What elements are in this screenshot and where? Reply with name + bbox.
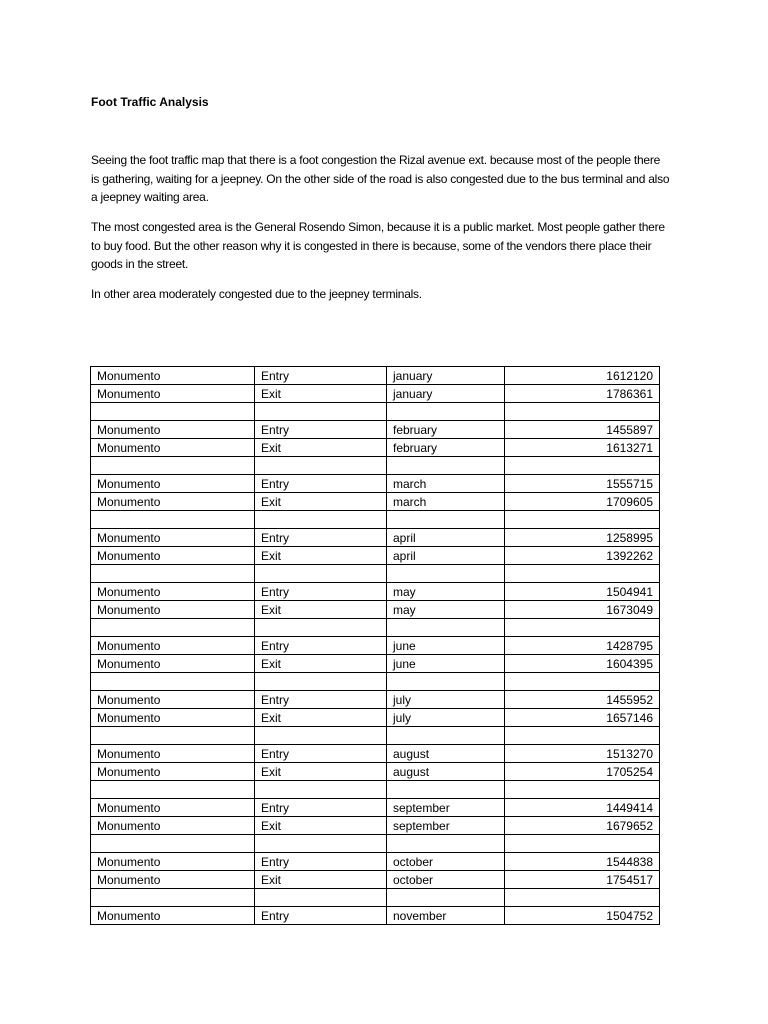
table-cell-station: Monumento xyxy=(91,493,255,511)
table-cell-station: Monumento xyxy=(91,583,255,601)
table-cell-direction: Entry xyxy=(255,529,387,547)
table-row xyxy=(91,547,660,565)
table-cell-count: 1544838 xyxy=(505,853,660,871)
table-cell-month: august xyxy=(387,763,505,781)
foot-traffic-table xyxy=(90,366,660,925)
table-row xyxy=(91,367,660,385)
table-cell-month: may xyxy=(387,601,505,619)
document-title: Foot Traffic Analysis xyxy=(91,95,209,109)
table-cell-station: Monumento xyxy=(91,763,255,781)
table-cell-station: Monumento xyxy=(91,637,255,655)
table-cell-count: 1679652 xyxy=(505,817,660,835)
table-cell-station: Monumento xyxy=(91,745,255,763)
table-spacer-row xyxy=(91,835,660,853)
table-row xyxy=(91,421,660,439)
table-cell-station: Monumento xyxy=(91,547,255,565)
table-cell-empty xyxy=(505,673,660,691)
paragraph-rizal-avenue xyxy=(91,151,671,207)
table-cell-month: july xyxy=(387,709,505,727)
table-cell-empty xyxy=(91,835,255,853)
table-cell-empty xyxy=(505,403,660,421)
table-cell-count: 1786361 xyxy=(505,385,660,403)
table-cell-month: january xyxy=(387,385,505,403)
table-cell-empty xyxy=(91,889,255,907)
table-cell-station: Monumento xyxy=(91,871,255,889)
table-cell-empty xyxy=(387,835,505,853)
table-cell-station: Monumento xyxy=(91,385,255,403)
table-cell-month: january xyxy=(387,367,505,385)
table-cell-count: 1709605 xyxy=(505,493,660,511)
table-cell-direction: Entry xyxy=(255,907,387,925)
table-spacer-row xyxy=(91,511,660,529)
table-cell-count: 1613271 xyxy=(505,439,660,457)
table-cell-direction: Entry xyxy=(255,367,387,385)
table-cell-station: Monumento xyxy=(91,367,255,385)
table-cell-direction: Exit xyxy=(255,709,387,727)
table-cell-empty xyxy=(255,403,387,421)
table-cell-direction: Entry xyxy=(255,637,387,655)
table-cell-month: august xyxy=(387,745,505,763)
table-cell-station: Monumento xyxy=(91,691,255,709)
table-row xyxy=(91,691,660,709)
table-cell-count: 1673049 xyxy=(505,601,660,619)
foot-traffic-table-body xyxy=(91,367,660,925)
table-cell-direction: Exit xyxy=(255,601,387,619)
table-cell-empty xyxy=(387,565,505,583)
table-cell-empty xyxy=(255,727,387,745)
table-cell-month: may xyxy=(387,583,505,601)
table-cell-count: 1455952 xyxy=(505,691,660,709)
table-cell-direction: Exit xyxy=(255,655,387,673)
table-row xyxy=(91,799,660,817)
table-spacer-row xyxy=(91,727,660,745)
table-row xyxy=(91,529,660,547)
table-row xyxy=(91,907,660,925)
table-row xyxy=(91,655,660,673)
table-cell-count: 1754517 xyxy=(505,871,660,889)
table-cell-station: Monumento xyxy=(91,907,255,925)
table-cell-empty xyxy=(387,727,505,745)
table-cell-direction: Entry xyxy=(255,745,387,763)
table-row xyxy=(91,709,660,727)
table-row xyxy=(91,763,660,781)
table-cell-empty xyxy=(91,511,255,529)
table-cell-empty xyxy=(255,673,387,691)
table-cell-count: 1449414 xyxy=(505,799,660,817)
table-cell-empty xyxy=(505,565,660,583)
table-cell-empty xyxy=(91,403,255,421)
table-spacer-row xyxy=(91,889,660,907)
table-cell-station: Monumento xyxy=(91,853,255,871)
table-cell-count: 1392262 xyxy=(505,547,660,565)
table-cell-empty xyxy=(505,727,660,745)
paragraph-text: In other area moderately congested due to the jeepney terminals. xyxy=(91,287,422,301)
table-cell-station: Monumento xyxy=(91,709,255,727)
table-cell-month: february xyxy=(387,421,505,439)
table-cell-direction: Entry xyxy=(255,853,387,871)
table-cell-month: march xyxy=(387,475,505,493)
table-cell-station: Monumento xyxy=(91,529,255,547)
table-cell-count: 1504752 xyxy=(505,907,660,925)
paragraph-text: Seeing the foot traffic map that there is a foot congestion the Rizal avenue ext. because most of the people there is gathering, waiting for a jeepney. On the other side of the road is also congested due to the bus terminal and also a jeepney waiting area. xyxy=(91,153,670,204)
table-cell-month: july xyxy=(387,691,505,709)
table-cell-direction: Entry xyxy=(255,421,387,439)
table-cell-count: 1604395 xyxy=(505,655,660,673)
table-row xyxy=(91,871,660,889)
table-cell-empty xyxy=(505,511,660,529)
paragraph-text: The most congested area is the General Rosendo Simon, because it is a public market. Most people gather there to buy food. But the other reason why it is congested in there is because, some of the vendors there place their goods in the street. xyxy=(91,220,665,271)
table-cell-direction: Entry xyxy=(255,691,387,709)
table-cell-empty xyxy=(255,457,387,475)
table-cell-station: Monumento xyxy=(91,439,255,457)
table-cell-month: september xyxy=(387,799,505,817)
table-cell-count: 1705254 xyxy=(505,763,660,781)
table-spacer-row xyxy=(91,673,660,691)
table-cell-count: 1428795 xyxy=(505,637,660,655)
table-cell-empty xyxy=(387,403,505,421)
table-cell-direction: Exit xyxy=(255,547,387,565)
table-cell-station: Monumento xyxy=(91,799,255,817)
table-cell-empty xyxy=(505,781,660,799)
table-cell-empty xyxy=(387,511,505,529)
table-cell-empty xyxy=(255,889,387,907)
table-cell-month: october xyxy=(387,871,505,889)
table-cell-count: 1555715 xyxy=(505,475,660,493)
table-cell-empty xyxy=(387,457,505,475)
table-cell-direction: Exit xyxy=(255,763,387,781)
table-row xyxy=(91,475,660,493)
table-cell-empty xyxy=(505,889,660,907)
table-cell-empty xyxy=(91,673,255,691)
table-cell-count: 1455897 xyxy=(505,421,660,439)
table-cell-station: Monumento xyxy=(91,421,255,439)
table-cell-direction: Exit xyxy=(255,817,387,835)
table-cell-month: october xyxy=(387,853,505,871)
table-cell-empty xyxy=(255,781,387,799)
table-cell-direction: Entry xyxy=(255,583,387,601)
table-cell-month: june xyxy=(387,637,505,655)
table-cell-direction: Exit xyxy=(255,871,387,889)
table-cell-station: Monumento xyxy=(91,601,255,619)
table-cell-direction: Entry xyxy=(255,475,387,493)
table-row xyxy=(91,637,660,655)
table-cell-direction: Exit xyxy=(255,493,387,511)
table-cell-empty xyxy=(505,835,660,853)
table-cell-empty xyxy=(255,511,387,529)
table-row xyxy=(91,853,660,871)
table-cell-empty xyxy=(505,619,660,637)
table-cell-count: 1513270 xyxy=(505,745,660,763)
table-cell-count: 1258995 xyxy=(505,529,660,547)
table-row xyxy=(91,439,660,457)
table-cell-month: march xyxy=(387,493,505,511)
table-cell-empty xyxy=(91,457,255,475)
table-cell-empty xyxy=(91,619,255,637)
table-row xyxy=(91,601,660,619)
table-row xyxy=(91,583,660,601)
table-spacer-row xyxy=(91,457,660,475)
table-row xyxy=(91,745,660,763)
table-spacer-row xyxy=(91,565,660,583)
table-cell-month: april xyxy=(387,547,505,565)
table-spacer-row xyxy=(91,619,660,637)
table-cell-station: Monumento xyxy=(91,655,255,673)
table-cell-direction: Exit xyxy=(255,439,387,457)
table-cell-empty xyxy=(91,727,255,745)
table-cell-station: Monumento xyxy=(91,475,255,493)
table-row xyxy=(91,493,660,511)
table-cell-empty xyxy=(387,673,505,691)
paragraph-other-areas xyxy=(91,285,671,304)
table-spacer-row xyxy=(91,781,660,799)
table-cell-empty xyxy=(387,781,505,799)
table-cell-empty xyxy=(91,565,255,583)
table-row xyxy=(91,817,660,835)
table-cell-empty xyxy=(255,565,387,583)
table-cell-empty xyxy=(91,781,255,799)
table-cell-empty xyxy=(505,457,660,475)
table-row xyxy=(91,385,660,403)
table-cell-month: november xyxy=(387,907,505,925)
table-cell-month: september xyxy=(387,817,505,835)
table-cell-empty xyxy=(255,835,387,853)
table-cell-month: june xyxy=(387,655,505,673)
table-cell-count: 1504941 xyxy=(505,583,660,601)
table-cell-station: Monumento xyxy=(91,817,255,835)
table-cell-empty xyxy=(255,619,387,637)
table-cell-month: april xyxy=(387,529,505,547)
paragraph-rosendo-simon xyxy=(91,218,671,274)
table-cell-empty xyxy=(387,619,505,637)
table-cell-count: 1657146 xyxy=(505,709,660,727)
table-cell-empty xyxy=(387,889,505,907)
table-spacer-row xyxy=(91,403,660,421)
table-cell-count: 1612120 xyxy=(505,367,660,385)
table-cell-month: february xyxy=(387,439,505,457)
table-cell-direction: Exit xyxy=(255,385,387,403)
table-cell-direction: Entry xyxy=(255,799,387,817)
